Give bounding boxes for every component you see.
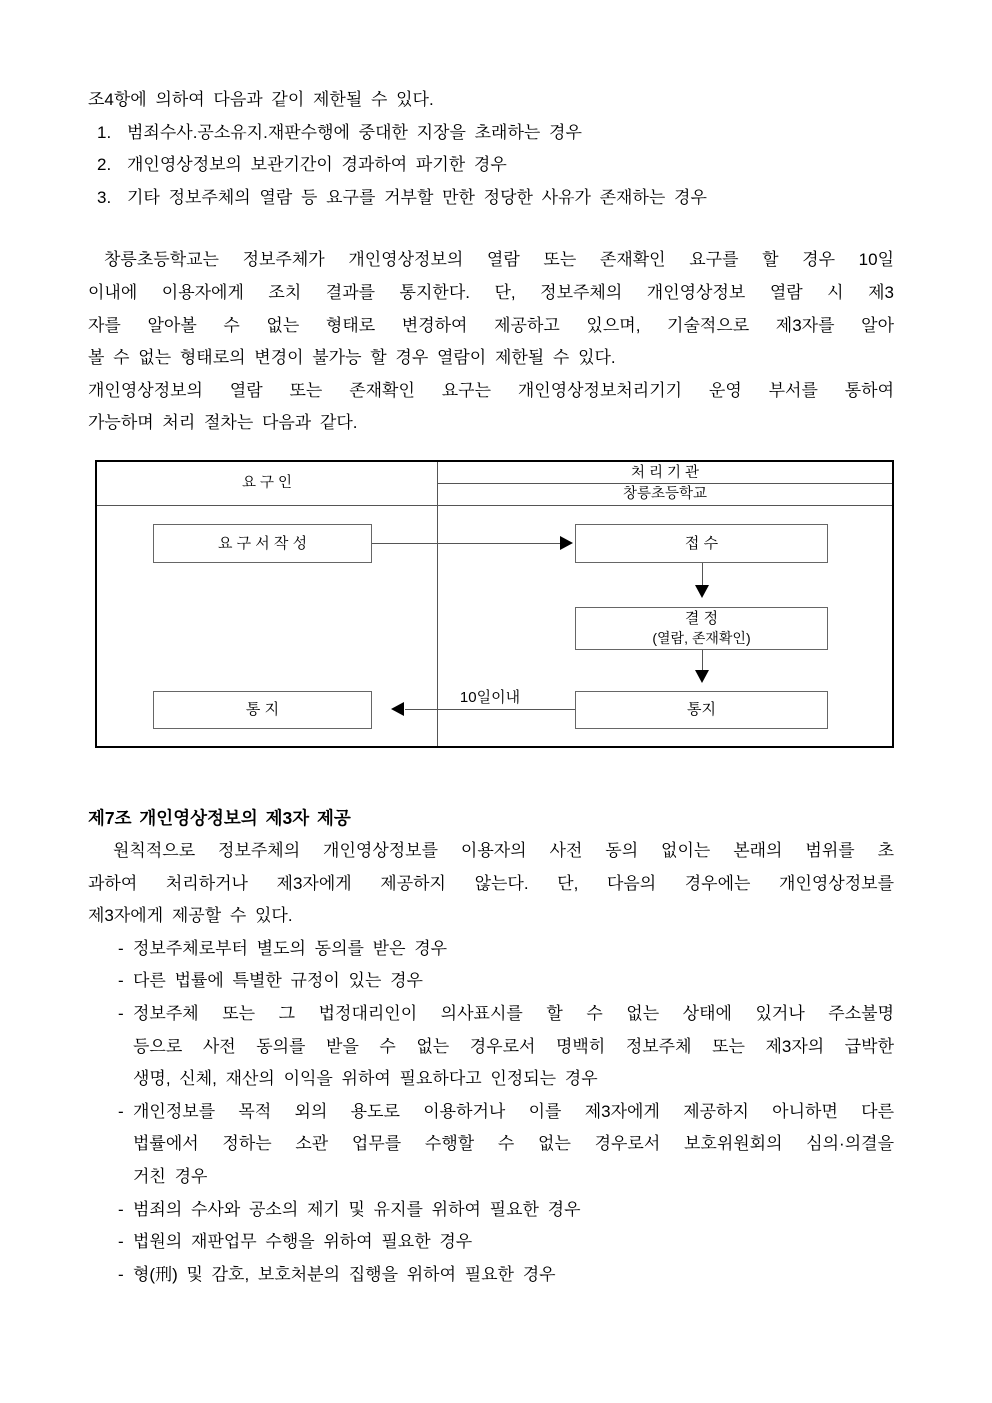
paragraph-line: 과하여 처리하거나 제3자에게 제공하지 않는다. 단, 다음의 경우에는 개인영상정보를 [88, 873, 894, 893]
paragraph-line: 자를 알아볼 수 없는 형태로 변경하여 제공하고 있으며, 기술적으로 제3자를 알아 [88, 315, 894, 335]
arrow-left-icon [391, 702, 404, 716]
processor-column-header: 처 리 기 관 [630, 465, 700, 481]
notice-box-right [575, 691, 828, 729]
arrow-decision-to-notice-line [702, 650, 703, 670]
intro-line: 조4항에 의하여 다음과 같이 제한될 수 있다. [88, 90, 434, 109]
dash-item-line: 개인정보를 목적 외의 용도로 이용하거나 이를 제3자에게 제공하지 아니하면 다른 [133, 1101, 894, 1121]
decision-sublabel: (열람, 존재확인) [652, 630, 751, 646]
dash-item-committee-review [88, 1096, 894, 1194]
numbered-item-2 [88, 149, 894, 182]
numbered-item-1 [88, 117, 894, 150]
dash-item-line: 다른 법률에 특별한 규정이 있는 경우 [133, 971, 423, 991]
dash-item-court-trial [88, 1226, 894, 1259]
flow-diagram [95, 460, 894, 748]
dash-item-line: 법률에서 정하는 소관 업무를 수행할 수 없는 경우로서 보호위원회의 심의·의결을 [133, 1134, 894, 1154]
paragraph-line: 창릉초등학교는 정보주체가 개인영상정보의 열람 또는 존재확인 요구를 할 경우 10일 [104, 250, 894, 270]
dash-marker: - [118, 938, 124, 958]
dash-marker: - [118, 1101, 124, 1121]
dash-item-line: 정보주체로부터 별도의 동의를 받은 경우 [133, 938, 448, 958]
dash-item-criminal-investigation [88, 1194, 894, 1227]
decision-box [575, 607, 828, 650]
item-text: 기타 정보주체의 열람 등 요구를 거부할 만한 정당한 사유가 존재하는 경우 [127, 187, 707, 207]
dash-item-urgent-interest [88, 998, 894, 1096]
paragraph-notice-procedure [88, 244, 894, 374]
dash-marker: - [118, 1264, 124, 1284]
paragraph-line: 제3자에게 제공할 수 있다. [88, 906, 293, 926]
item-number: 2. [97, 155, 112, 175]
receipt-label: 접 수 [684, 534, 719, 552]
dash-item-line: 정보주체 또는 그 법정대리인이 의사표시를 할 수 없는 상태에 있거나 주소불명 [133, 1003, 894, 1023]
paragraph-line: 개인영상정보의 열람 또는 존재확인 요구는 개인영상정보처리기기 운영 부서를 통하여 [88, 380, 894, 400]
dash-item-special-law [88, 965, 894, 998]
dash-item-line: 생명, 신체, 재산의 이익을 위하여 필요하다고 인정되는 경우 [133, 1069, 598, 1089]
arrow-request-to-receipt-line [372, 543, 560, 544]
receipt-box [575, 524, 828, 563]
section7-body [88, 775, 894, 1403]
arrow-receipt-to-decision-line [702, 563, 703, 585]
item-number: 3. [97, 187, 112, 207]
arrow-down-icon [695, 670, 709, 683]
request-form-label: 요 구 서 작 성 [217, 534, 308, 552]
dash-item-sentence-execution [88, 1259, 894, 1292]
dash-item-line: 등으로 사전 동의를 받을 수 없는 경우로서 명백히 정보주체 또는 제3자의 급박한 [133, 1036, 894, 1056]
notice-box-left [153, 691, 372, 729]
dash-item-line: 형(刑) 및 감호, 보호처분의 집행을 위하여 필요한 경우 [133, 1264, 556, 1284]
paragraph-line: 이내에 이용자에게 조치 결과를 통지한다. 단, 정보주체의 개인영상정보 열람 시 제3 [88, 282, 894, 302]
request-form-box [153, 524, 372, 563]
arrow-notice-to-requester-line [405, 709, 575, 710]
deadline-label: 10일이내 [459, 689, 521, 706]
dash-marker: - [118, 1003, 124, 1023]
requester-column-header: 요 구 인 [241, 475, 293, 491]
notice-left-label: 통 지 [245, 701, 280, 718]
header-bottom-line [97, 505, 892, 506]
arrow-down-icon [695, 585, 709, 598]
blank-line [88, 214, 894, 244]
paragraph-request-path [88, 375, 894, 440]
item-number: 1. [97, 122, 112, 142]
dash-item-line: 거친 경우 [133, 1166, 208, 1186]
paragraph-line: 볼 수 없는 형태로의 변경이 불가능 할 경우 열람이 제한될 수 있다. [88, 348, 616, 368]
numbered-item-3 [88, 182, 894, 215]
section-heading: 제7조 개인영상정보의 제3자 제공 [88, 808, 351, 828]
dash-item-line: 범죄의 수사와 공소의 제기 및 유지를 위하여 필요한 경우 [133, 1199, 581, 1219]
arrow-right-icon [560, 536, 573, 550]
paragraph-third-party [88, 835, 894, 933]
dash-item-line: 법원의 재판업무 수행을 위하여 필요한 경우 [133, 1232, 473, 1252]
dash-marker: - [118, 971, 124, 991]
item-text: 개인영상정보의 보관기간이 경과하여 파기한 경우 [127, 155, 507, 175]
dash-marker: - [118, 1232, 124, 1252]
item-text: 범죄수사.공소유지.재판수행에 중대한 지장을 초래하는 경우 [127, 122, 582, 142]
decision-label: 결 정 [684, 610, 719, 627]
dash-marker: - [118, 1199, 124, 1219]
notice-right-label: 통지 [687, 701, 716, 718]
document-body [88, 84, 894, 440]
school-name-header: 창릉초등학교 [622, 486, 708, 502]
paragraph-line: 가능하며 처리 절차는 다음과 같다. [88, 413, 358, 433]
paragraph-line: 원칙적으로 정보주체의 개인영상정보를 이용자의 사전 동의 없이는 본래의 범위를 초 [113, 841, 894, 860]
dash-item-consent [88, 933, 894, 966]
